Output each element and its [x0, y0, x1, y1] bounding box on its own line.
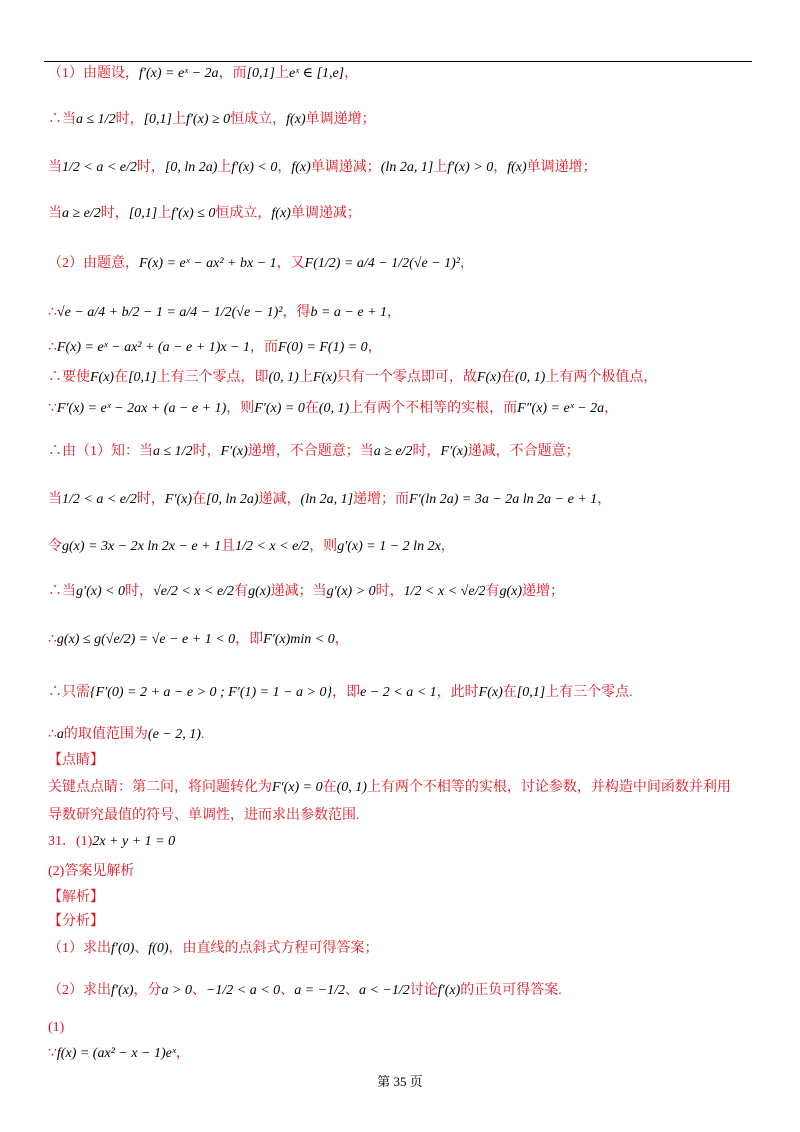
text: ，即 [235, 632, 264, 647]
formula: F(x) [312, 370, 337, 385]
text: ，由直线的点斜式方程可得答案； [168, 941, 379, 956]
formula: eˣ ∈ [1,e] [288, 66, 345, 81]
text: 时， [412, 444, 441, 459]
text: （1）求出 [48, 941, 111, 956]
formula: F′(x) [440, 444, 468, 459]
formula: a [56, 727, 64, 742]
text: 单调递增； [526, 160, 597, 175]
text: 递减， [258, 492, 301, 507]
formula: (0, 1) [268, 370, 299, 385]
formula: F″(x) = eˣ − 2a [517, 401, 605, 416]
q31-answer-2: (2)答案见解析 [48, 864, 135, 879]
text: 上有三个零点. [545, 685, 633, 700]
text: ， [604, 401, 619, 416]
text: 在 [322, 780, 337, 795]
formula: [0,1] [128, 370, 157, 385]
text: 恒成立， [215, 206, 272, 221]
text: 单调递增； [305, 112, 376, 127]
solution-line-13 [48, 582, 564, 602]
formula: F(0) = F(1) = 0 [278, 340, 368, 355]
formula: F(x) [476, 370, 502, 385]
formula: a > 0 [161, 983, 192, 998]
formula: −1/2 < a < 0 [205, 983, 281, 998]
formula: √e/2 < x < e/2 [153, 584, 235, 599]
text: 、 [134, 941, 149, 956]
text: ∴ [48, 727, 57, 742]
solution-last-line [48, 1044, 190, 1064]
solution-line-1 [48, 64, 358, 84]
text: ，而 [218, 66, 247, 81]
text: ，得 [282, 305, 311, 320]
text: ， [367, 340, 382, 355]
formula: f(x) [507, 160, 527, 175]
part-1-label: (1) [48, 1020, 65, 1035]
solution-line-16 [48, 725, 204, 745]
formula: F′(x) = 0 [272, 780, 323, 795]
formula: f(x) [271, 206, 291, 221]
formula: g(x) [248, 584, 271, 599]
formula: f(x) = (ax² − x − 1)eˣ [56, 1046, 176, 1061]
text: 递减，不合题意； [467, 444, 580, 459]
text: ， [175, 1046, 190, 1061]
formula: f(x) [291, 160, 311, 175]
text: ，则 [226, 401, 255, 416]
formula: F(x) [90, 370, 115, 385]
formula: √e − a/4 + b/2 − 1 = a/4 − 1/2(√e − 1)² [56, 305, 283, 320]
formula: b = a − e + 1 [310, 305, 388, 320]
formula: F(x) = eˣ − ax² + (a − e + 1)x − 1 [56, 340, 251, 355]
text: 上 [171, 112, 186, 127]
text: ，分 [133, 983, 162, 998]
formula: g(x) = 3x − 2x ln 2x − e + 1 [62, 539, 222, 554]
text: ∴ [48, 340, 57, 355]
formula: [0,1] [516, 685, 546, 700]
text: ∴只需 [48, 685, 90, 700]
formula: {F′(0) = 2 + a − e > 0 ; F′(1) = 1 − a > 0} [90, 685, 333, 700]
text: 的取值范围为 [63, 727, 148, 742]
dianjing-paragraph-2: 导数研究最值的符号、单调性，进而求出参数范围. [48, 808, 360, 823]
formula: 1/2 < x < e/2 [235, 539, 310, 554]
text: 恒成立， [230, 112, 287, 127]
text: 、 [191, 983, 206, 998]
formula: [0,1] [246, 66, 275, 81]
formula: f′(x) < 0 [231, 160, 278, 175]
page-number: 第 35 页 [377, 1074, 423, 1089]
fenxi-title: 【分析】 [48, 914, 104, 929]
text: 且 [221, 539, 236, 554]
formula: g(x) [499, 584, 523, 599]
text: ∴当 [48, 112, 76, 127]
formula: (e − 2, 1) [147, 727, 201, 742]
text: ，即 [332, 685, 361, 700]
text: 时， [136, 492, 165, 507]
text: 上有两个不相等的实根，而 [349, 401, 518, 416]
formula: a ≥ e/2 [62, 206, 101, 221]
formula: (0, 1) [318, 401, 350, 416]
formula: f′(x) > 0 [447, 160, 494, 175]
text: 只有一个零点即可，故 [336, 370, 477, 385]
formula: F(x) [478, 685, 503, 700]
text: 单调递减； [310, 160, 381, 175]
fenxi-line-2 [48, 981, 562, 1001]
text: ∵ [48, 401, 57, 416]
formula: e − 2 < a < 1 [360, 685, 437, 700]
text: ，又 [276, 256, 305, 271]
formula: 1/2 < a < e/2 [62, 160, 137, 175]
q31-answer-1 [48, 832, 175, 852]
text: 时， [375, 584, 404, 599]
text: ， [597, 492, 612, 507]
formula: (ln 2a, 1] [300, 492, 354, 507]
jiexi-title: 【解析】 [48, 890, 104, 905]
formula: F′(x) [220, 444, 248, 459]
text: 在 [501, 370, 516, 385]
solution-line-8 [48, 368, 657, 388]
text: 上有两个不相等的实根，讨论参数，并构造中间函数并利用 [366, 780, 731, 795]
text: ， [344, 66, 359, 81]
text: 讨论 [409, 983, 438, 998]
formula: (0, 1) [515, 370, 546, 385]
formula: a = −1/2 [294, 983, 345, 998]
formula: f(0) [148, 941, 169, 956]
text: ∴ [48, 632, 57, 647]
text: 当 [48, 160, 62, 175]
formula: F′(x) = eˣ − 2ax + (a − e + 1) [56, 401, 227, 416]
formula: a ≥ e/2 [373, 444, 413, 459]
text: 在 [192, 492, 207, 507]
formula: F′(x) = 0 [254, 401, 305, 416]
solution-line-15 [48, 683, 633, 703]
text: 在 [114, 370, 129, 385]
text: ∴由（1）知：当 [48, 444, 153, 459]
text: 、 [344, 983, 359, 998]
text: 有 [234, 584, 249, 599]
dianjing-paragraph-1 [48, 778, 731, 798]
text: 时， [192, 444, 221, 459]
formula: g′(x) > 0 [326, 584, 376, 599]
formula: f′(x) ≥ 0 [185, 112, 231, 127]
solution-line-11 [48, 490, 611, 510]
solution-line-6 [48, 303, 401, 323]
text: 时， [136, 160, 165, 175]
formula: (ln 2a, 1] [380, 160, 434, 175]
text: 有 [485, 584, 500, 599]
text: （2）求出 [48, 983, 111, 998]
solution-line-14 [48, 630, 349, 650]
formula: f′(0) [111, 941, 135, 956]
formula: F′(x)min < 0 [263, 632, 335, 647]
formula: a ≤ 1/2 [153, 444, 193, 459]
formula: a < −1/2 [358, 983, 410, 998]
question-number: 31．(1) [48, 834, 93, 849]
formula: [0,1] [143, 112, 172, 127]
solution-line-7 [48, 338, 382, 358]
text: （1）由题设， [48, 66, 139, 81]
text: 时， [115, 112, 144, 127]
text: ，此时 [436, 685, 479, 700]
dianjing-title: 【点睛】 [48, 753, 104, 768]
text: ∴ [48, 305, 57, 320]
text: . [200, 727, 205, 742]
formula: f′(x) = eˣ − 2a [139, 66, 219, 81]
formula: [0,1] [128, 206, 158, 221]
text: 上 [433, 160, 448, 175]
formula: a ≤ 1/2 [76, 112, 116, 127]
text: 递减；当 [270, 584, 327, 599]
text: 的正负可得答案. [460, 983, 562, 998]
formula: f′(x) ≤ 0 [171, 206, 216, 221]
text: ， [387, 305, 402, 320]
solution-line-5 [48, 254, 474, 274]
formula: 2x + y + 1 = 0 [92, 834, 176, 849]
solution-line-4 [48, 204, 361, 224]
text: 上 [217, 160, 232, 175]
text: 单调递减； [290, 206, 361, 221]
text: 关键点点睛：第二问，将问题转化为 [48, 780, 272, 795]
text: ， [440, 539, 455, 554]
text: 上有三个零点，即 [156, 370, 269, 385]
text: 上 [298, 370, 313, 385]
formula: g(x) ≤ g(√e/2) = √e − e + 1 < 0 [56, 632, 236, 647]
text: ∴要使 [48, 370, 90, 385]
text: 上 [157, 206, 172, 221]
solution-line-9 [48, 399, 618, 419]
solution-line-10 [48, 442, 580, 462]
text: 递增，不合题意；当 [247, 444, 374, 459]
solution-line-3 [48, 158, 597, 178]
formula: [0, ln 2a) [206, 492, 259, 507]
text: ， [277, 160, 292, 175]
formula: [0, ln 2a) [164, 160, 218, 175]
formula: (0, 1) [336, 780, 367, 795]
text: 在 [502, 685, 517, 700]
text: 时， [100, 206, 129, 221]
formula: F′(ln 2a) = 3a − 2a ln 2a − e + 1 [409, 492, 598, 507]
text: ，而 [250, 340, 279, 355]
formula: f(x) [286, 112, 306, 127]
text: 时， [125, 584, 154, 599]
text: ∵ [48, 1046, 57, 1061]
header-rule [44, 61, 752, 62]
text: ，则 [309, 539, 338, 554]
solution-line-12 [48, 537, 455, 557]
text: 递增；而 [353, 492, 410, 507]
formula: F(1/2) = a/4 − 1/2(√e − 1)² [304, 256, 460, 271]
text: ， [334, 632, 349, 647]
solution-line-2 [48, 110, 376, 130]
fenxi-line-1 [48, 939, 379, 959]
text: 上 [274, 66, 289, 81]
formula: F(x) = eˣ − ax² + bx − 1 [139, 256, 277, 271]
formula: F′(x) [164, 492, 193, 507]
text: ∴当 [48, 584, 76, 599]
text: 上有两个极值点， [545, 370, 658, 385]
text: 令 [48, 539, 62, 554]
text: 当 [48, 492, 62, 507]
formula: g′(x) < 0 [76, 584, 126, 599]
text: 当 [48, 206, 62, 221]
text: ， [493, 160, 508, 175]
formula: f′(x) [437, 983, 461, 998]
formula: g′(x) = 1 − 2 ln 2x [337, 539, 441, 554]
text: 递增； [522, 584, 565, 599]
text: 、 [280, 983, 295, 998]
formula: f′(x) [111, 983, 134, 998]
text: （2）由题意， [48, 256, 139, 271]
formula: 1/2 < a < e/2 [62, 492, 137, 507]
text: ， [459, 256, 474, 271]
text: 在 [304, 401, 319, 416]
formula: 1/2 < x < √e/2 [403, 584, 486, 599]
